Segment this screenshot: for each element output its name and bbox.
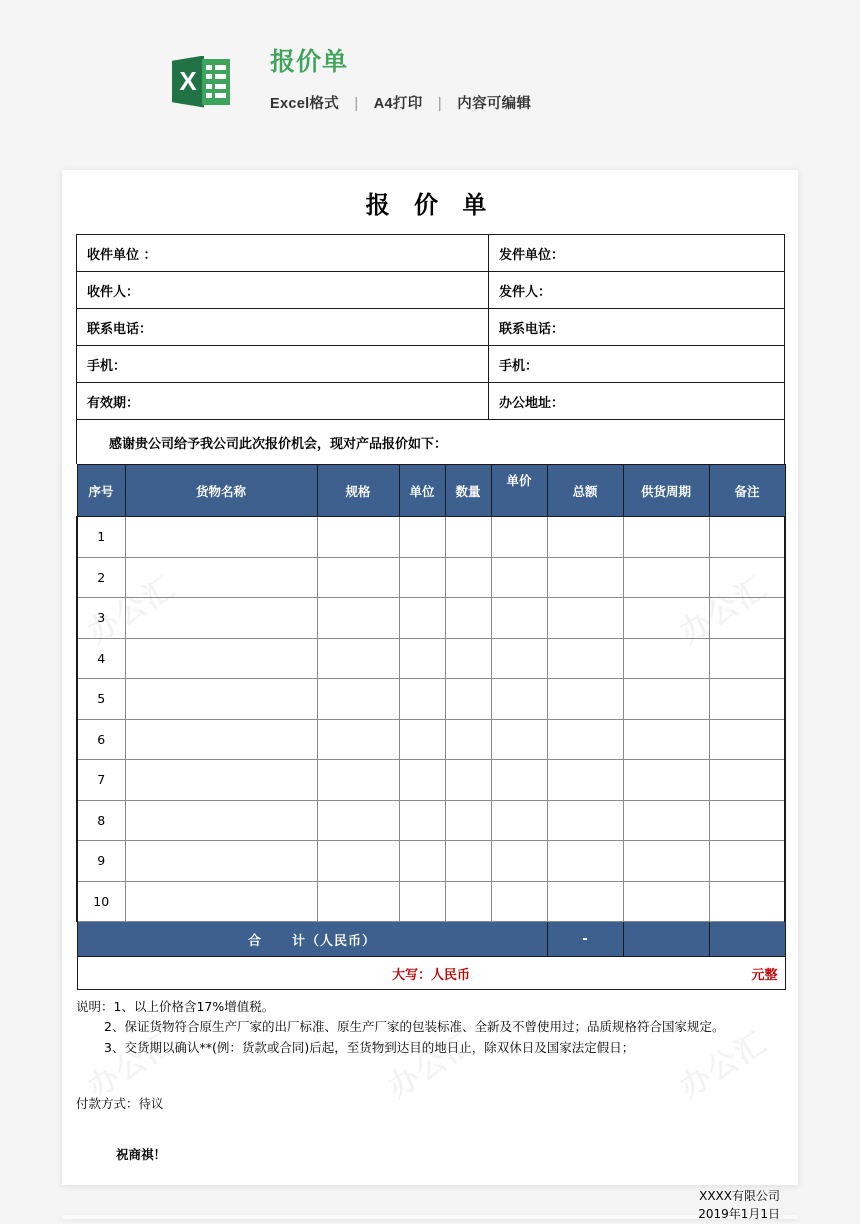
table-row	[77, 719, 785, 760]
cell-unit[interactable]	[399, 760, 445, 801]
cell-lead-time[interactable]	[623, 517, 709, 558]
table-row	[77, 517, 785, 558]
cell-quantity[interactable]	[445, 638, 491, 679]
table-row	[77, 235, 785, 272]
cell-index: 5	[77, 679, 125, 720]
cell-name[interactable]	[125, 800, 317, 841]
total-label	[77, 922, 547, 957]
feature-format: Excel格式	[270, 96, 339, 112]
col-header-unit: 单位	[399, 465, 445, 517]
signature-company: XXXX有限公司	[699, 1188, 780, 1203]
field-receiver-company[interactable]: 收件单位 ：	[77, 235, 489, 272]
cell-name[interactable]	[125, 760, 317, 801]
cell-lead-time[interactable]	[623, 841, 709, 882]
cell-remark[interactable]	[709, 598, 785, 639]
table-row	[77, 598, 785, 639]
cell-unit[interactable]	[399, 719, 445, 760]
cell-amount[interactable]	[547, 517, 623, 558]
col-header-spec: 规格	[317, 465, 399, 517]
cell-unit-price[interactable]	[491, 517, 547, 558]
cell-quantity[interactable]	[445, 598, 491, 639]
note-line-3: 3、交货期以确认**(例：货款或合同)后起，至货物到达目的地日止，除双休日及国家法定假日；	[104, 1039, 635, 1055]
table-row	[77, 272, 785, 309]
cell-lead-time[interactable]	[623, 557, 709, 598]
cell-lead-time[interactable]	[623, 760, 709, 801]
cell-spec[interactable]	[317, 719, 399, 760]
cell-unit[interactable]	[399, 800, 445, 841]
note-line-2: 2、保证货物符合原生产厂家的出厂标准、原生产厂家的包装标准、全新及不曾使用过；品质规格符合国家规定。	[104, 1019, 725, 1035]
cell-remark[interactable]	[709, 841, 785, 882]
signature-date: 2019年1月1日	[698, 1207, 780, 1222]
cell-spec[interactable]	[317, 638, 399, 679]
cell-index: 6	[77, 719, 125, 760]
total-lead-time-value[interactable]	[623, 922, 709, 957]
col-header-name: 货物名称	[125, 465, 317, 517]
cell-index: 8	[77, 800, 125, 841]
total-label-a: 合	[247, 933, 262, 949]
cell-lead-time[interactable]	[623, 800, 709, 841]
cell-unit[interactable]	[399, 598, 445, 639]
cell-unit-price[interactable]	[491, 719, 547, 760]
quotation-items-table	[76, 464, 786, 990]
cell-quantity[interactable]	[445, 719, 491, 760]
cell-index: 1	[77, 517, 125, 558]
thanks-note: 感谢贵公司给予我公司此次报价机会，现对产品报价如下：	[77, 420, 785, 465]
table-row	[77, 638, 785, 679]
cell-remark[interactable]	[709, 800, 785, 841]
cell-unit-price[interactable]	[491, 598, 547, 639]
cell-name[interactable]	[125, 517, 317, 558]
table-row	[77, 679, 785, 720]
cell-remark[interactable]	[709, 679, 785, 720]
cell-amount[interactable]	[547, 557, 623, 598]
total-row	[77, 922, 785, 957]
cell-amount[interactable]	[547, 800, 623, 841]
cell-quantity[interactable]	[445, 841, 491, 882]
cell-index: 3	[77, 598, 125, 639]
capital-amount-label: 大写：人民币	[391, 967, 470, 983]
cell-quantity[interactable]	[445, 557, 491, 598]
cell-quantity[interactable]	[445, 679, 491, 720]
total-amount-value[interactable]: -	[547, 922, 623, 957]
cell-name[interactable]	[125, 557, 317, 598]
field-sender-phone[interactable]: 联系电话：	[489, 309, 785, 346]
field-validity[interactable]: 有效期：	[77, 383, 489, 420]
cell-index: 10	[77, 881, 125, 922]
cell-lead-time[interactable]	[623, 638, 709, 679]
cell-amount[interactable]	[547, 598, 623, 639]
cell-amount[interactable]	[547, 841, 623, 882]
cell-spec[interactable]	[317, 598, 399, 639]
cell-unit[interactable]	[399, 881, 445, 922]
total-label-b: 计（人民币）	[292, 933, 377, 949]
cell-amount[interactable]	[547, 881, 623, 922]
cell-amount[interactable]	[547, 679, 623, 720]
notes-block	[76, 997, 784, 1058]
cell-unit-price[interactable]	[491, 557, 547, 598]
table-row	[77, 760, 785, 801]
cell-unit[interactable]	[399, 517, 445, 558]
cell-spec[interactable]	[317, 517, 399, 558]
cell-quantity[interactable]	[445, 881, 491, 922]
col-header-unit-price: 单价	[491, 465, 547, 517]
cell-unit-price[interactable]	[491, 881, 547, 922]
cell-spec[interactable]	[317, 760, 399, 801]
capital-amount-suffix: 元整	[751, 967, 778, 983]
payment-terms: 付款方式：待议	[76, 1095, 164, 1111]
cell-amount[interactable]	[547, 760, 623, 801]
cell-amount[interactable]	[547, 719, 623, 760]
capital-amount-cell[interactable]	[77, 957, 785, 990]
signature-block	[76, 1187, 784, 1224]
cell-spec[interactable]	[317, 557, 399, 598]
cell-index: 9	[77, 841, 125, 882]
excel-icon: X	[172, 53, 230, 111]
col-header-remark: 备注	[709, 465, 785, 517]
table-row	[77, 841, 785, 882]
cell-unit-price[interactable]	[491, 679, 547, 720]
cell-unit-price[interactable]	[491, 841, 547, 882]
field-receiver-phone[interactable]: 联系电话：	[77, 309, 489, 346]
cell-name[interactable]	[125, 679, 317, 720]
table-row	[77, 346, 785, 383]
table-row	[77, 557, 785, 598]
cell-lead-time[interactable]	[623, 679, 709, 720]
table-row	[77, 420, 785, 465]
cell-remark[interactable]	[709, 517, 785, 558]
closing-regards: 祝商祺！	[116, 1146, 167, 1162]
cell-index: 4	[77, 638, 125, 679]
cell-name[interactable]	[125, 598, 317, 639]
cell-name[interactable]	[125, 841, 317, 882]
cell-index: 2	[77, 557, 125, 598]
table-row	[77, 881, 785, 922]
field-receiver-person[interactable]: 收件人：	[77, 272, 489, 309]
cell-remark[interactable]	[709, 638, 785, 679]
cell-name[interactable]	[125, 719, 317, 760]
feature-separator-1: |	[354, 96, 359, 112]
page-title: 报价单	[270, 48, 349, 76]
cell-lead-time[interactable]	[623, 598, 709, 639]
table-header-row	[77, 465, 785, 517]
field-office-address[interactable]: 办公地址：	[489, 383, 785, 420]
cell-name[interactable]	[125, 638, 317, 679]
cell-amount[interactable]	[547, 638, 623, 679]
field-sender-mobile[interactable]: 手机：	[489, 346, 785, 383]
cell-unit[interactable]	[399, 679, 445, 720]
field-receiver-mobile[interactable]: 手机：	[77, 346, 489, 383]
cell-lead-time[interactable]	[623, 719, 709, 760]
cell-name[interactable]	[125, 881, 317, 922]
total-remark-value[interactable]	[709, 922, 785, 957]
cell-remark[interactable]	[709, 760, 785, 801]
feature-print: A4打印	[373, 96, 423, 112]
field-sender-person[interactable]: 发件人：	[489, 272, 785, 309]
cell-spec[interactable]	[317, 881, 399, 922]
cell-unit-price[interactable]	[491, 638, 547, 679]
cell-quantity[interactable]	[445, 800, 491, 841]
cell-unit[interactable]	[399, 638, 445, 679]
col-header-index: 序号	[77, 465, 125, 517]
field-sender-company[interactable]: 发件单位：	[489, 235, 785, 272]
feature-editable: 内容可编辑	[457, 96, 532, 112]
col-header-quantity: 数量	[445, 465, 491, 517]
col-header-amount: 总额	[547, 465, 623, 517]
cell-unit[interactable]	[399, 841, 445, 882]
document-page	[62, 170, 798, 1222]
cell-quantity[interactable]	[445, 517, 491, 558]
col-header-lead-time: 供货周期	[623, 465, 709, 517]
table-row	[77, 383, 785, 420]
capital-amount-row	[77, 957, 785, 990]
table-row	[77, 309, 785, 346]
cell-lead-time[interactable]	[623, 881, 709, 922]
table-row	[77, 800, 785, 841]
cell-unit[interactable]	[399, 557, 445, 598]
feature-separator-2: |	[437, 96, 442, 112]
brand-features	[270, 92, 531, 113]
cell-remark[interactable]	[709, 881, 785, 922]
document-title: 报 价 单	[365, 191, 495, 219]
cell-remark[interactable]	[709, 557, 785, 598]
cell-index: 7	[77, 760, 125, 801]
note-line-1: 说明：1、以上价格含17%增值税。	[76, 999, 275, 1014]
cell-unit-price[interactable]	[491, 760, 547, 801]
cell-spec[interactable]	[317, 679, 399, 720]
brand-header	[0, 0, 860, 170]
cell-spec[interactable]	[317, 841, 399, 882]
cell-quantity[interactable]	[445, 760, 491, 801]
cell-unit-price[interactable]	[491, 800, 547, 841]
cell-remark[interactable]	[709, 719, 785, 760]
party-info-table	[76, 234, 785, 464]
cell-spec[interactable]	[317, 800, 399, 841]
